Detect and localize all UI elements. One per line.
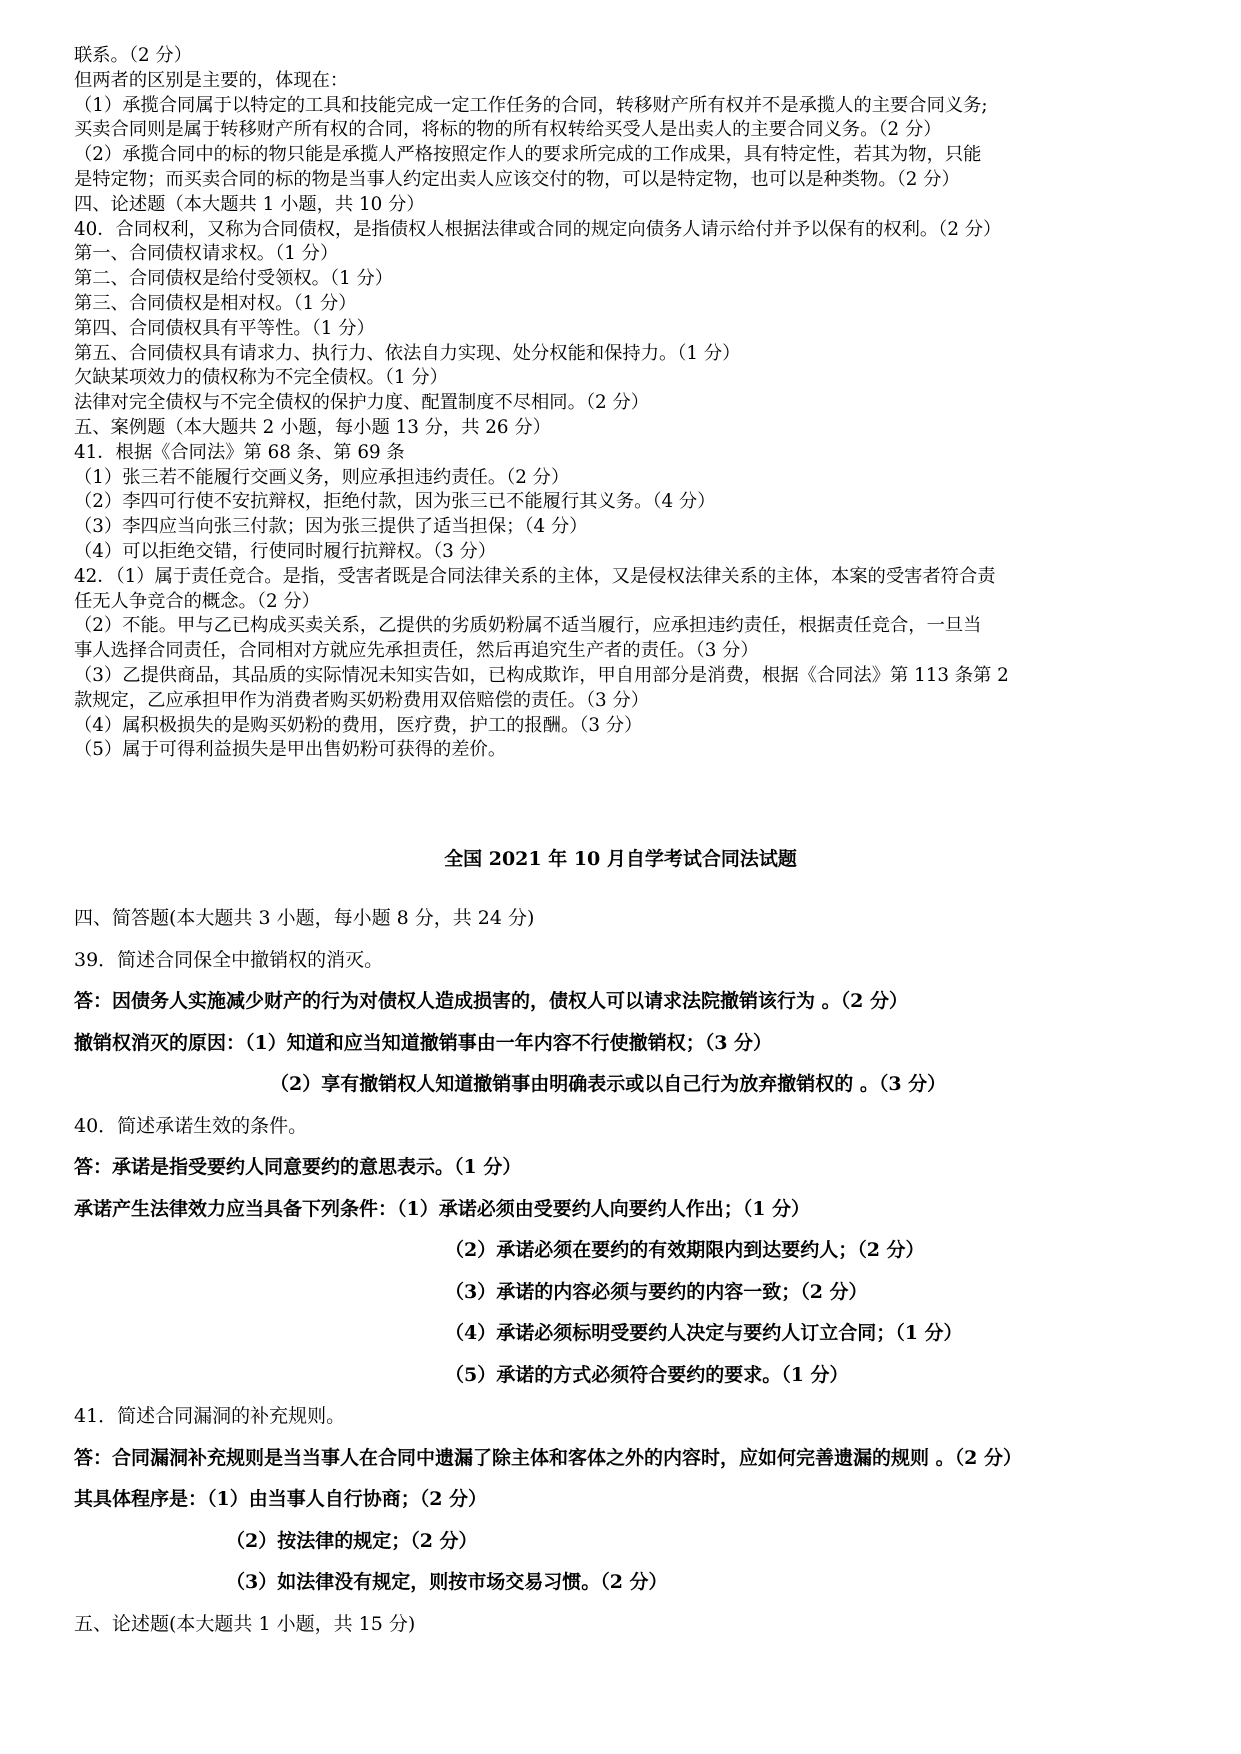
answer-40-line-1: 答：承诺是指受要约人同意要约的意思表示。（1 分） (74, 1156, 522, 1178)
text-line: 第一、合同债权请求权。（1 分） (74, 243, 339, 265)
text-line: 但两者的区别是主要的，体现在： (74, 69, 349, 91)
answer-41-line-2: 其具体程序是：（1）由当事人自行协商；（2 分） (74, 1488, 488, 1510)
text-line: 法律对完全债权与不完全债权的保护力度、配置制度不尽相同。（2 分） (74, 392, 650, 414)
answer-40-line-5: （4）承诺必须标明受要约人决定与要约人订立合同；（1 分） (445, 1322, 963, 1344)
answer-section-previous-exam (74, 44, 1169, 763)
answer-40-line-2: 承诺产生法律效力应当具备下列条件：（1）承诺必须由受要约人向要约人作出；（1 分） (74, 1197, 811, 1220)
text-line: （3）乙提供商品，其品质的实际情况未知实告如，已构成欺诈，甲自用部分是消费，根据《合同法》第 113 条第 2 (74, 664, 1009, 686)
answer-39-line-2: 撤销权消灭的原因：（1）知道和应当知道撤销事由一年内容不行使撤销权；（3 分） (74, 1031, 773, 1054)
question-40: 40．简述承诺生效的条件。 (74, 1114, 308, 1137)
exam-title: 全国 2021 年 10 月自学考试合同法试题 (444, 848, 797, 870)
text-line: 款规定，乙应承担甲作为消费者购买奶粉费用双倍赔偿的责任。（3 分） (74, 689, 650, 711)
text-line: 第四、合同债权具有平等性。（1 分） (74, 317, 375, 339)
text-line: 买卖合同则是属于转移财产所有权的合同，将标的物的所有权转给买受人是出卖人的主要合同义务。（2 分） (74, 119, 942, 141)
text-line: 欠缺某项效力的债权称为不完全债权。（1 分） (74, 367, 448, 389)
answer-40-line-4: （3）承诺的内容必须与要约的内容一致；（2 分） (445, 1280, 868, 1303)
text-line: 第五、合同债权具有请求力、执行力、依法自力实现、处分权能和保持力。（1 分） (74, 342, 741, 364)
answer-41-line-1: 答：合同漏洞补充规则是当当事人在合同中遗漏了除主体和客体之外的内容时，应如何完善遗漏的规则 。（2 分） (74, 1446, 1022, 1469)
text-line: 任无人争竞合的概念。（2 分） (74, 590, 320, 612)
text-line: （2）李四可行使不安抗辩权，拒绝付款，因为张三已不能履行其义务。（4 分） (74, 491, 716, 513)
section-heading: 五、案例题（本大题共 2 小题，每小题 13 分，共 26 分） (74, 416, 551, 438)
text-line: （3）李四应当向张三付款；因为张三提供了适当担保；（4 分） (74, 516, 588, 538)
answer-39-line-1: 答：因债务人实施减少财产的行为对债权人造成损害的，债权人可以请求法院撤销该行为 。（2 分） (74, 990, 908, 1012)
text-line: （1）承揽合同属于以特定的工具和技能完成一定工作任务的合同，转移财产所有权并不是承揽人的主要合同义务; (74, 94, 988, 116)
text-line: （4）可以拒绝交错，行使同时履行抗辩权。（3 分） (74, 540, 497, 562)
answer-40-line-3: （2）承诺必须在要约的有效期限内到达要约人；（2 分） (445, 1239, 925, 1261)
section-heading-essay: 五、论述题(本大题共 1 小题，共 15 分) (74, 1612, 416, 1635)
text-line: （1）张三若不能履行交画义务，则应承担违约责任。（2 分） (74, 466, 570, 488)
text-line: （2）承揽合同中的标的物只能是承揽人严格按照定作人的要求所完成的工作成果，具有特定性，若其为物，只能 (74, 144, 982, 166)
text-line: （5）属于可得利益损失是甲出售奶粉可获得的差价。 (74, 739, 507, 761)
text-line: 42．（1）属于责任竞合。是指，受害者既是合同法律关系的主体，又是侵权法律关系的主体，本案的受害者符合责 (74, 565, 996, 587)
answer-41-line-4: （3）如法律没有规定，则按市场交易习惯。（2 分） (226, 1571, 668, 1593)
answer-39-line-3: （2）享有撤销权人知道撤销事由明确表示或以自己行为放弃撤销权的 。（3 分） (270, 1073, 947, 1095)
question-41: 41．简述合同漏洞的补充规则。 (74, 1405, 346, 1427)
answer-40-line-6: （5）承诺的方式必须符合要约的要求。（1 分） (445, 1363, 849, 1386)
text-line: 41．根据《合同法》第 68 条、第 69 条 (74, 441, 405, 463)
exam-answers-2021 (74, 905, 1169, 1652)
section-heading: 四、论述题（本大题共 1 小题，共 10 分） (74, 193, 425, 215)
text-line: （2）不能。甲与乙已构成买卖关系，乙提供的劣质奶粉属不适当履行，应承担违约责任，根据责任竞合，一旦当 (74, 615, 982, 637)
answer-41-line-3: （2）按法律的规定；（2 分） (226, 1529, 478, 1552)
section-heading-short-answer: 四、简答题(本大题共 3 小题，每小题 8 分，共 24 分) (74, 907, 535, 929)
question-39: 39．简述合同保全中撤销权的消灭。 (74, 948, 384, 971)
text-line: （4）属积极损失的是购买奶粉的费用，医疗费，护工的报酬。（3 分） (74, 714, 643, 736)
text-line: 事人选择合同责任，合同相对方就应先承担责任，然后再追究生产者的责任。（3 分） (74, 640, 759, 662)
text-line: 40．合同权利，又称为合同债权，是指债权人根据法律或合同的规定向债务人请示给付并予以保有的权利。（2 分） (74, 218, 1002, 240)
text-line: 第三、合同债权是相对权。（1 分） (74, 292, 357, 314)
text-line: 是特定物；而买卖合同的标的物是当事人约定出卖人应该交付的物，可以是特定物，也可以是种类物。（2 分） (74, 168, 960, 190)
text-line: 联系。（2 分） (74, 45, 192, 66)
text-line: 第二、合同债权是给付受领权。（1 分） (74, 268, 394, 290)
